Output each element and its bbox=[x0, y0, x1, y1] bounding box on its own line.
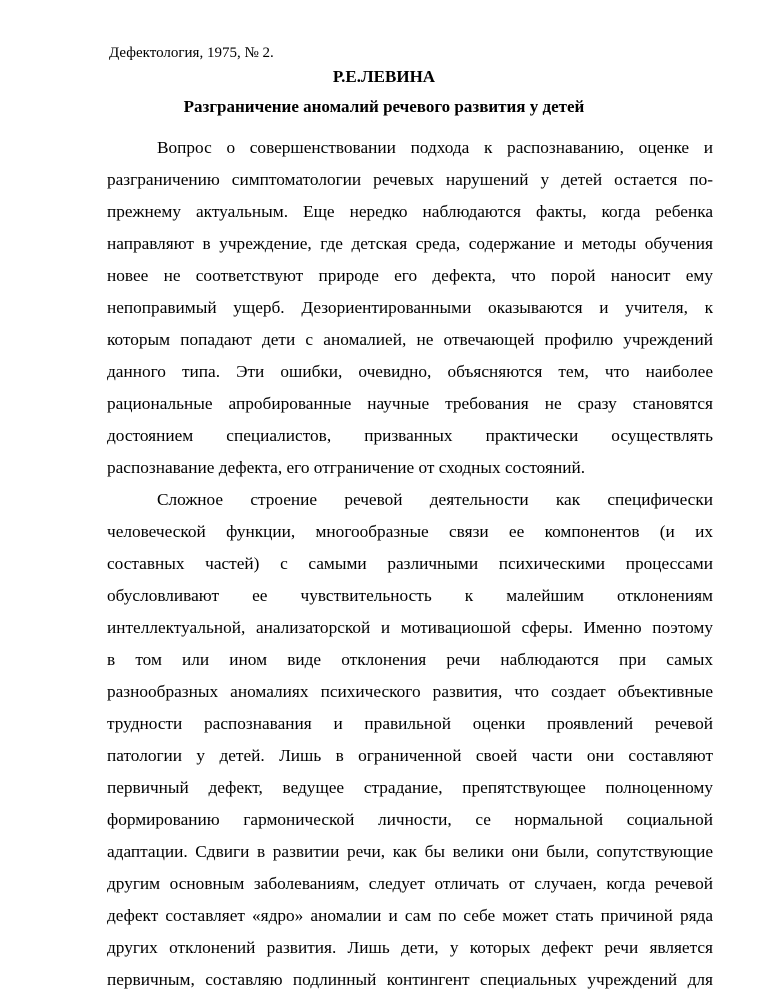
text-line: патологии у детей. Лишь в ограниченной своей части они составляют bbox=[107, 746, 713, 765]
article-body bbox=[107, 132, 713, 996]
text-line: достоянием специалистов, призванных практически осуществлять bbox=[107, 426, 713, 445]
text-line: обусловливают ее чувствительность к малейшим отклонениям bbox=[107, 586, 713, 605]
source-citation: Дефектология, 1975, № 2. bbox=[109, 45, 274, 61]
text-line: человеческой функции, многообразные связи ее компонентов (и их bbox=[107, 522, 713, 541]
text-line: новее не соответствуют природе его дефекта, что порой наносит ему bbox=[107, 266, 713, 285]
text-line: разнообразных аномалиях психического развития, что создает объективные bbox=[107, 682, 713, 701]
text-line: рациональные апробированные научные требования не сразу становятся bbox=[107, 394, 713, 413]
text-line: которым попадают дети с аномалией, не отвечающей профилю учреждений bbox=[107, 330, 713, 349]
author-name: Р.Е.ЛЕВИНА bbox=[332, 67, 436, 86]
text-line: Вопрос о совершенствовании подхода к распознаванию, оценке и bbox=[157, 138, 713, 157]
text-line: адаптации. Сдвиги в развитии речи, как бы велики они были, сопутствующие bbox=[107, 842, 713, 861]
text-line: распознавание дефекта, его отграничение от сходных состояний. bbox=[107, 458, 586, 477]
text-line: непоправимый ущерб. Дезориентированными оказываются и учителя, к bbox=[107, 298, 713, 317]
text-line: первичным, составляю подлинный контингент специальных учреждений для bbox=[107, 970, 713, 989]
text-line: составных частей) с самыми различными психическими процессами bbox=[107, 554, 713, 573]
text-line: разграничению симптоматологии речевых нарушений у детей остается по- bbox=[107, 170, 713, 189]
text-line: прежнему актуальным. Еще нередко наблюдаются факты, когда ребенка bbox=[107, 202, 713, 221]
article-title: Разграничение аномалий речевого развития у детей bbox=[183, 97, 585, 116]
text-line: интеллектуальной, анализаторской и мотивациошой сферы. Именно поэтому bbox=[107, 618, 713, 637]
text-line: трудности распознавания и правильной оценки проявлений речевой bbox=[107, 714, 713, 733]
text-line: другим основным заболеваниям, следует отличать от случаен, когда речевой bbox=[107, 874, 713, 893]
text-line: первичный дефект, ведущее страдание, препятствующее полноценному bbox=[107, 778, 713, 797]
text-line: в том или ином виде отклонения речи наблюдаются при самых bbox=[107, 650, 713, 669]
text-line: Сложное строение речевой деятельности как специфически bbox=[157, 490, 713, 509]
text-line: направляют в учреждение, где детская среда, содержание и методы обучения bbox=[107, 234, 713, 253]
text-line: данного типа. Эти ошибки, очевидно, объясняются тем, что наиболее bbox=[107, 362, 713, 381]
text-line: других отклонений развития. Лишь дети, у которых дефект речи является bbox=[107, 938, 713, 957]
text-line: дефект составляет «ядро» аномалии и сам по себе может стать причиной ряда bbox=[107, 906, 713, 925]
text-line: формированию гармонической личности, се нормальной социальной bbox=[107, 810, 713, 829]
